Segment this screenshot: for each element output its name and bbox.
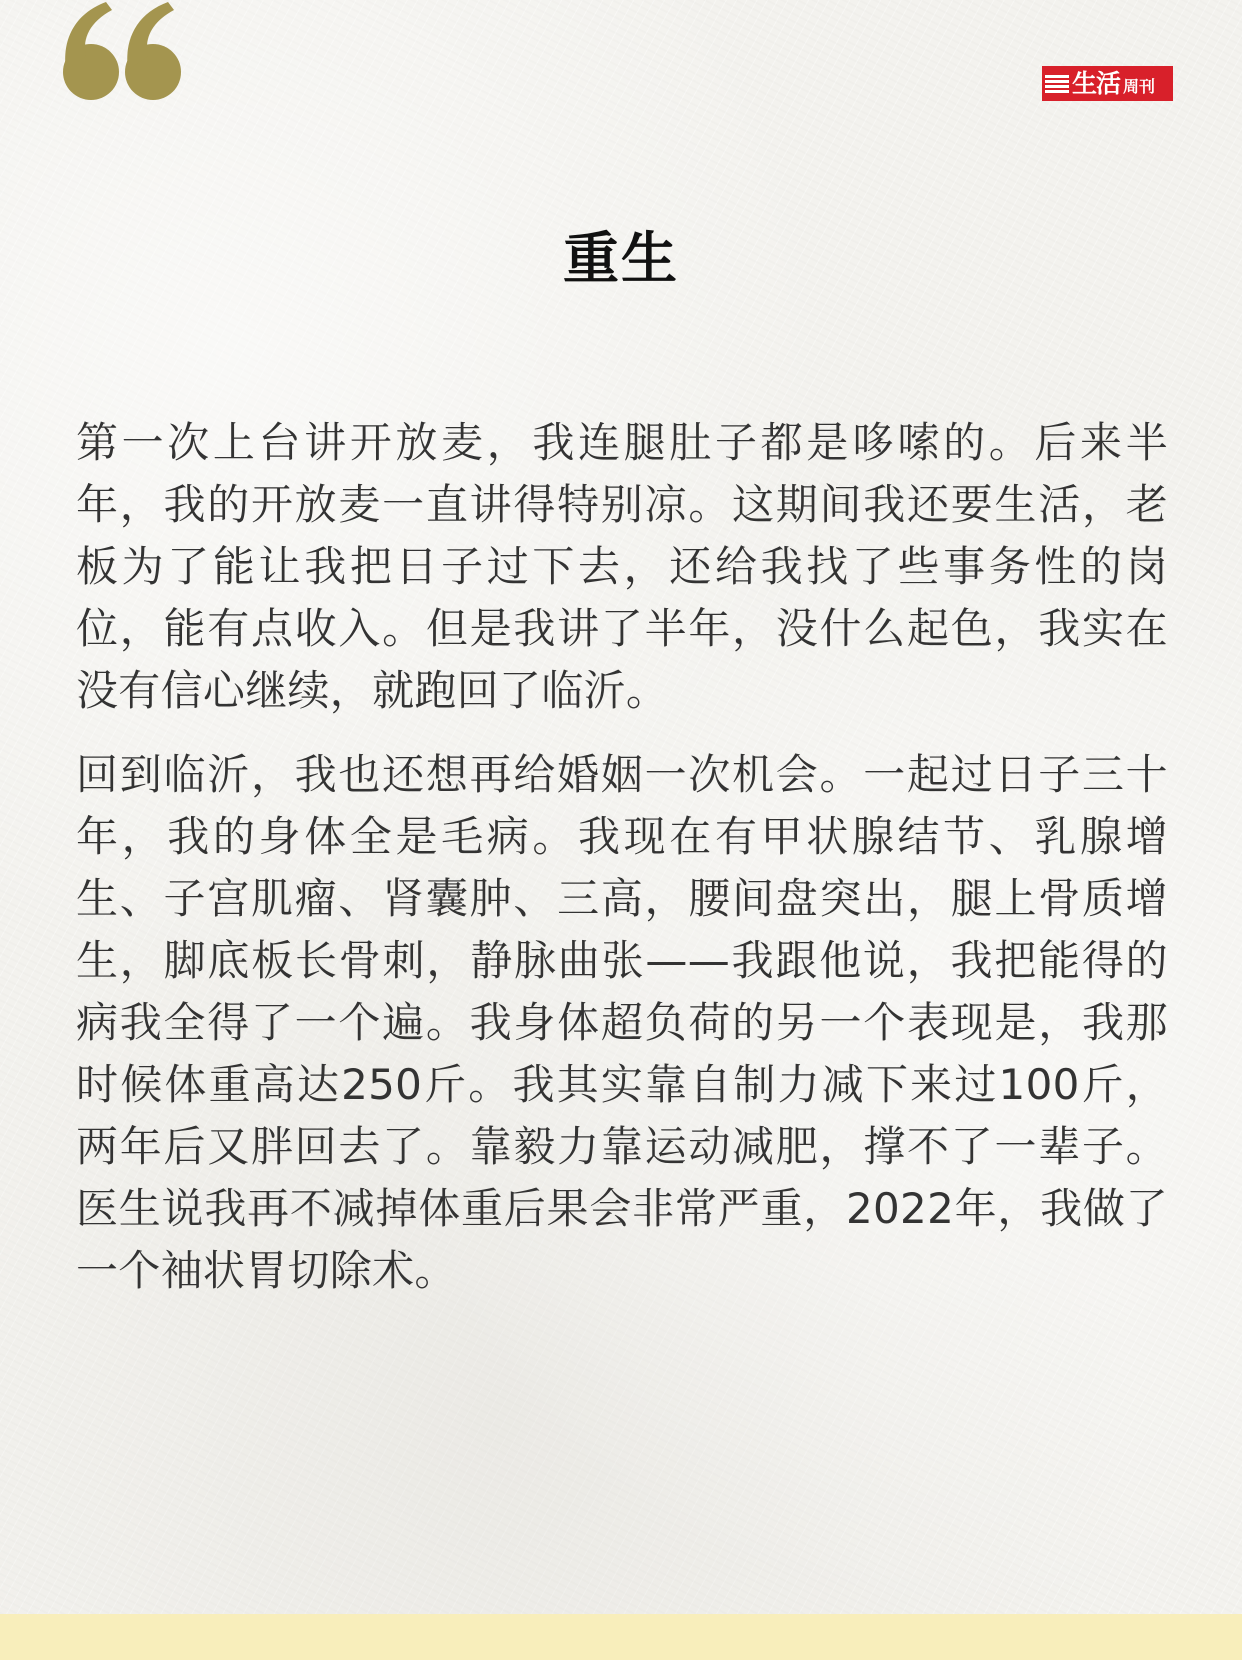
logo-sub-text: 周刊 (1123, 77, 1156, 96)
article-body (76, 412, 1168, 1302)
logo-main-text: 生活 (1072, 69, 1121, 98)
opening-quotation-mark-icon (60, 0, 192, 112)
footer-band (0, 1614, 1242, 1660)
brand-logo (1042, 66, 1173, 101)
article-paragraph: 第一次上台讲开放麦，我连腿肚子都是哆嗦的。后来半年，我的开放麦一直讲得特别凉。这期间我还要生活，老板为了能让我把日子过下去，还给我找了些事务性的岗位，能有点收入。但是我讲了半年，没什么起色，我实在没有信心继续，就跑回了临沂。 (76, 418, 1168, 715)
article-title: 重生 (563, 227, 679, 292)
logo-stripes (1045, 71, 1069, 97)
article-paragraph: 回到临沂，我也还想再给婚姻一次机会。一起过日子三十年，我的身体全是毛病。我现在有甲状腺结节、乳腺增生、子宫肌瘤、肾囊肿、三高，腰间盘突出，腿上骨质增生，脚底板长骨刺，静脉曲张——我跟他说，我把能得的病我全得了一个遍。我身体超负荷的另一个表现是，我那时候体重高达250斤。我其实靠自制力减下来过100斤，两年后又胖回去了。靠毅力靠运动减肥，撑不了一辈子。医生说我再不减掉体重后果会非常严重，2022年，我做了一个袖状胃切除术。 (76, 750, 1168, 1295)
